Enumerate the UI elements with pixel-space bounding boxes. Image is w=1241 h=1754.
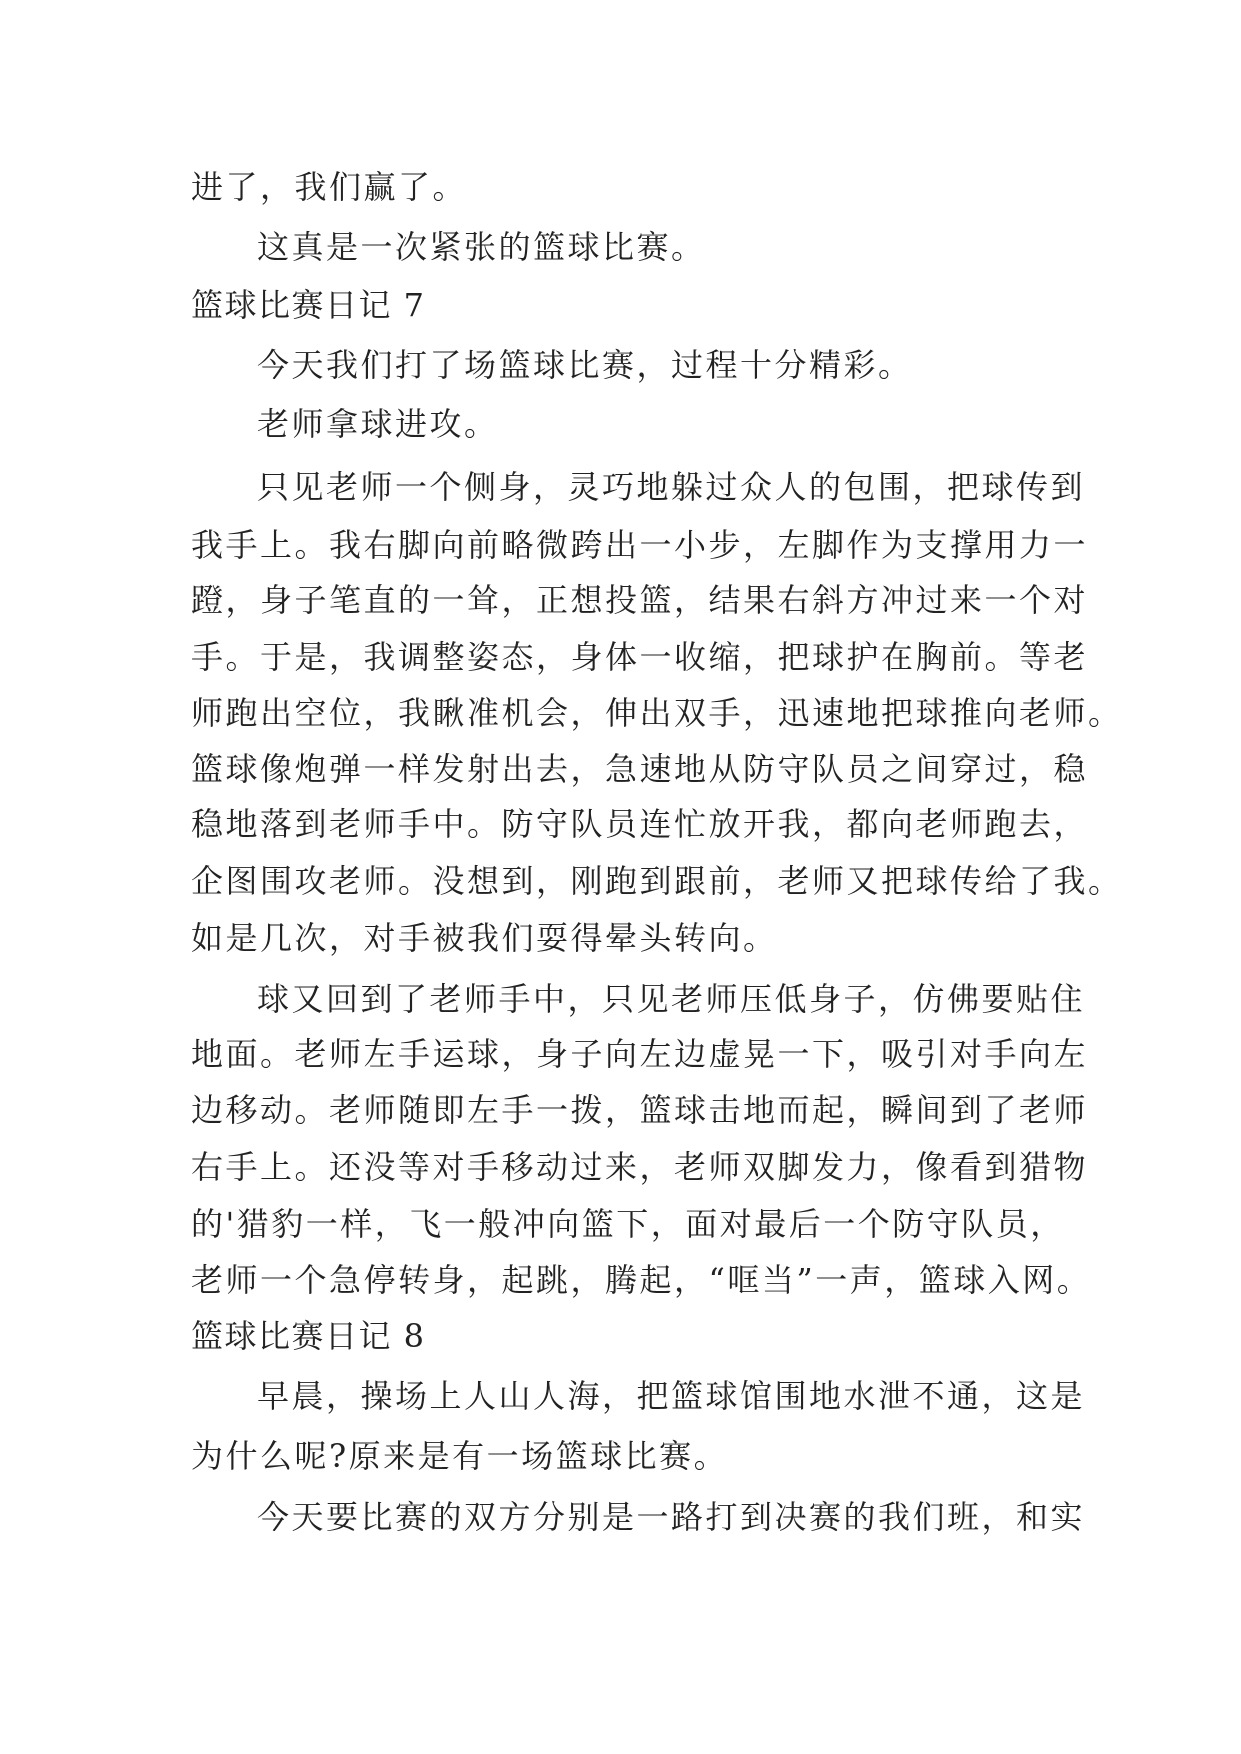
- paragraph-line: 右手上。还没等对手移动过来，老师双脚发力，像看到猎物: [191, 1148, 1089, 1186]
- paragraph-line: 稳地落到老师手中。防守队员连忙放开我，都向老师跑去，: [191, 805, 1089, 843]
- section-heading: 篮球比赛日记 8: [191, 1317, 426, 1355]
- paragraph-line: 球又回到了老师手中，只见老师压低身子，仿佛要贴住: [257, 980, 1086, 1018]
- paragraph-line: 今天要比赛的双方分别是一路打到决赛的我们班，和实: [257, 1498, 1086, 1536]
- paragraph-line: 企图围攻老师。没想到，刚跑到跟前，老师又把球传给了我。: [191, 862, 1123, 900]
- paragraph-line: 我手上。我右脚向前略微跨出一小步，左脚作为支撑用力一: [191, 526, 1089, 564]
- paragraph-line: 进了，我们赢了。: [191, 168, 468, 206]
- paragraph-line: 老师一个急停转身，起跳，腾起，“哐当”一声，篮球入网。: [191, 1261, 1092, 1299]
- paragraph-line: 的'猎豹一样，飞一般冲向篮下，面对最后一个防守队员，: [191, 1205, 1065, 1243]
- paragraph-line: 今天我们打了场篮球比赛，过程十分精彩。: [257, 346, 913, 384]
- section-heading: 篮球比赛日记 7: [191, 286, 426, 324]
- paragraph-line: 老师拿球进攻。: [257, 405, 499, 443]
- paragraph-line: 蹬，身子笔直的一耸，正想投篮，结果右斜方冲过来一个对: [191, 581, 1089, 619]
- paragraph-line: 早晨，操场上人山人海，把篮球馆围地水泄不通，这是: [257, 1377, 1086, 1415]
- paragraph-line: 地面。老师左手运球，身子向左边虚晃一下，吸引对手向左: [191, 1035, 1089, 1073]
- paragraph-line: 手。于是，我调整姿态，身体一收缩，把球护在胸前。等老: [191, 638, 1089, 676]
- paragraph-line: 只见老师一个侧身，灵巧地躲过众人的包围，把球传到: [257, 468, 1086, 506]
- paragraph-line: 为什么呢?原来是有一场篮球比赛。: [191, 1437, 729, 1475]
- paragraph-line: 师跑出空位，我瞅准机会，伸出双手，迅速地把球推向老师。: [191, 694, 1123, 732]
- paragraph-line: 边移动。老师随即左手一拨，篮球击地而起，瞬间到了老师: [191, 1091, 1089, 1129]
- paragraph-line: 如是几次，对手被我们耍得晕头转向。: [191, 919, 778, 957]
- paragraph-line: 这真是一次紧张的篮球比赛。: [257, 228, 706, 266]
- paragraph-line: 篮球像炮弹一样发射出去，急速地从防守队员之间穿过，稳: [191, 750, 1089, 788]
